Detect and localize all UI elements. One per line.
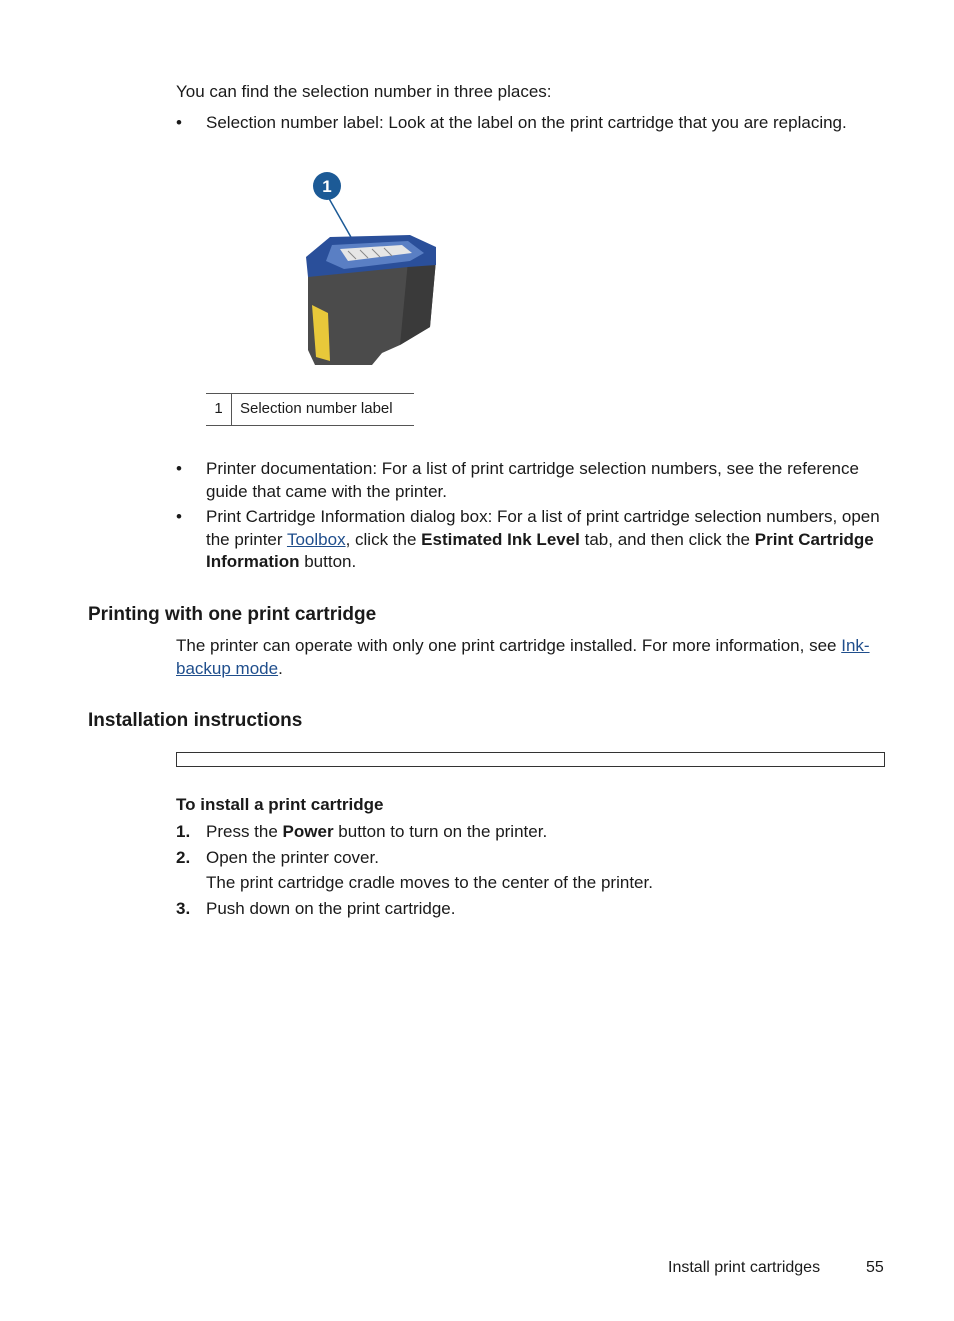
intro-text: You can find the selection number in three places: <box>176 82 552 101</box>
step-number: 3. <box>176 899 191 918</box>
caption-number: 1 <box>206 394 232 425</box>
step-text: Push down on the print cartridge. <box>206 899 456 918</box>
bullet-cartridge-info-dialog <box>176 506 888 576</box>
footer-page-number: 55 <box>866 1259 884 1276</box>
caption-label: Selection number label <box>240 400 393 417</box>
step-text: Open the printer cover. <box>206 848 379 867</box>
step-number: 2. <box>176 848 191 867</box>
ink-backup-mode-link[interactable]: Ink-backup mode <box>176 636 870 678</box>
callout-number: 1 <box>322 177 332 196</box>
figure-caption-table <box>206 393 414 426</box>
bullet-marker: • <box>176 113 182 132</box>
one-cartridge-text: The printer can operate with only one print cartridge installed. For more information, see Ink-backup mode. <box>176 636 870 678</box>
step-2 <box>176 847 888 893</box>
cartridge-illustration <box>290 165 450 375</box>
estimated-ink-level-tab-name: Estimated Ink Level <box>421 529 580 549</box>
step-1 <box>176 821 888 844</box>
step-number: 1. <box>176 822 191 841</box>
heading-printing-one-cartridge: Printing with one print cartridge <box>88 604 377 625</box>
power-button-name: Power <box>282 822 334 841</box>
note-box <box>176 752 885 767</box>
bullet-printer-documentation <box>176 458 888 504</box>
bullet-text: Print Cartridge Information dialog box: For a list of print cartridge selection numbers, open the printer Toolbox, click the Estimated Ink Level tab, and then click the Print Cartridge Information button. <box>206 507 880 571</box>
bullet-selection-label <box>176 112 888 135</box>
bullet-marker: • <box>176 507 182 526</box>
step-subtext: The print cartridge cradle moves to the center of the printer. <box>206 873 653 892</box>
footer-section-title: Install print cartridges <box>668 1259 821 1276</box>
step-text: Press the Power button to turn on the printer. <box>206 822 548 841</box>
bullet-text: Selection number label: Look at the label on the print cartridge that you are replacing. <box>206 113 847 132</box>
bullet-text: Printer documentation: For a list of print cartridge selection numbers, see the reference guide that came with the printer. <box>206 459 859 501</box>
procedure-title: To install a print cartridge <box>176 795 384 814</box>
bullet-marker: • <box>176 459 182 478</box>
step-3 <box>176 898 888 921</box>
heading-installation-instructions: Installation instructions <box>88 710 303 731</box>
print-cartridge-information-button-name: Print Cartridge Information <box>206 529 874 571</box>
toolbox-link[interactable]: Toolbox <box>286 529 346 549</box>
